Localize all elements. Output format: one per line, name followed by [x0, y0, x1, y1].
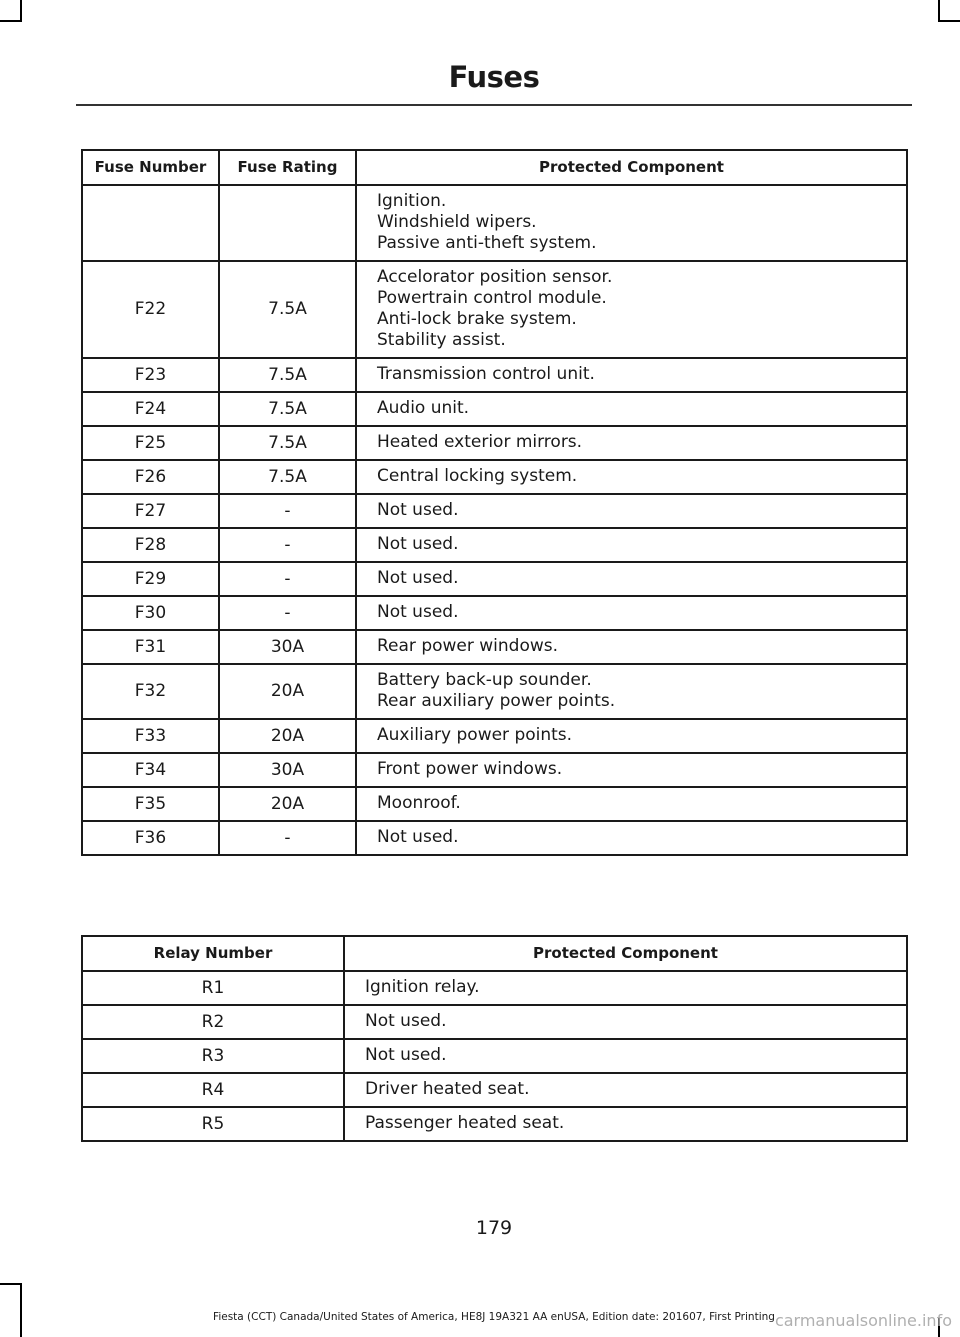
protected-component — [356, 664, 907, 719]
protected-component — [356, 392, 907, 426]
component-line: Not used. — [377, 568, 459, 588]
table-row — [82, 426, 907, 460]
protected-component — [356, 596, 907, 630]
fuse-number: F32 — [82, 664, 219, 719]
relay-number: R3 — [82, 1039, 344, 1073]
fuse-rating: 20A — [219, 719, 356, 753]
component-line: Passive anti-theft system. — [377, 233, 597, 253]
fuse-number: F28 — [82, 528, 219, 562]
crop-mark — [20, 1283, 22, 1337]
page-title: Fuses — [448, 60, 540, 94]
column-header-fuse-number: Fuse Number — [82, 150, 219, 185]
protected-component — [356, 261, 907, 358]
table-row — [82, 494, 907, 528]
component-line: Rear power windows. — [377, 636, 559, 656]
page-number: 179 — [475, 1217, 513, 1239]
fuse-number: F34 — [82, 753, 219, 787]
table-row — [82, 392, 907, 426]
fuse-rating: - — [219, 596, 356, 630]
component-line: Ignition. — [377, 191, 447, 211]
column-header-protected-component: Protected Component — [356, 150, 907, 185]
component-line: Not used. — [377, 827, 459, 847]
relay-table — [81, 935, 908, 1142]
table-row — [82, 1005, 907, 1039]
fuse-number: F22 — [82, 261, 219, 358]
fuse-table-body — [82, 185, 907, 855]
crop-mark — [938, 0, 940, 20]
table-row — [82, 821, 907, 855]
fuse-table — [81, 149, 908, 856]
fuse-table-header — [82, 150, 907, 185]
fuse-rating: 7.5A — [219, 261, 356, 358]
fuse-number: F26 — [82, 460, 219, 494]
fuse-number: F27 — [82, 494, 219, 528]
crop-mark — [938, 20, 960, 22]
component-line: Transmission control unit. — [377, 364, 595, 384]
component-line: Not used. — [377, 500, 459, 520]
table-row — [82, 753, 907, 787]
protected-component — [356, 358, 907, 392]
table-row — [82, 719, 907, 753]
protected-component — [356, 787, 907, 821]
component-line: Audio unit. — [377, 398, 470, 418]
component-line: Front power windows. — [377, 759, 563, 779]
table-row — [82, 630, 907, 664]
component-line: Battery back-up sounder. — [377, 670, 592, 690]
relay-number: R4 — [82, 1073, 344, 1107]
fuse-rating: 7.5A — [219, 392, 356, 426]
protected-component — [356, 562, 907, 596]
fuse-rating: 7.5A — [219, 460, 356, 494]
protected-component: Ignition relay. — [344, 971, 907, 1005]
relay-table-body — [82, 971, 907, 1141]
fuse-number: F30 — [82, 596, 219, 630]
relay-number: R1 — [82, 971, 344, 1005]
fuse-number: F24 — [82, 392, 219, 426]
component-line: Rear auxiliary power points. — [377, 691, 616, 711]
protected-component — [356, 528, 907, 562]
fuse-number: F29 — [82, 562, 219, 596]
table-row — [82, 664, 907, 719]
table-row — [82, 562, 907, 596]
relay-number: R2 — [82, 1005, 344, 1039]
protected-component — [356, 185, 907, 261]
table-row — [82, 358, 907, 392]
component-line: Heated exterior mirrors. — [377, 432, 583, 452]
protected-component — [356, 821, 907, 855]
fuse-rating — [219, 185, 356, 261]
protected-component — [356, 460, 907, 494]
protected-component — [356, 426, 907, 460]
title-divider — [76, 104, 912, 106]
fuse-number: F25 — [82, 426, 219, 460]
column-header-relay-number: Relay Number — [82, 936, 344, 971]
fuse-rating: - — [219, 494, 356, 528]
component-line: Accelorator position sensor. — [377, 267, 613, 287]
table-row — [82, 1039, 907, 1073]
fuse-number: F36 — [82, 821, 219, 855]
component-line: Anti-lock brake system. — [377, 309, 577, 329]
component-line: Windshield wipers. — [377, 212, 537, 232]
table-row — [82, 596, 907, 630]
fuse-rating: 30A — [219, 630, 356, 664]
crop-mark — [0, 20, 22, 22]
table-row — [82, 787, 907, 821]
fuse-rating: - — [219, 821, 356, 855]
component-line: Auxiliary power points. — [377, 725, 573, 745]
protected-component — [356, 630, 907, 664]
fuse-rating: 30A — [219, 753, 356, 787]
protected-component: Not used. — [344, 1039, 907, 1073]
column-header-protected-component: Protected Component — [344, 936, 907, 971]
protected-component — [356, 494, 907, 528]
component-line: Stability assist. — [377, 330, 506, 350]
fuse-rating: 7.5A — [219, 426, 356, 460]
table-row — [82, 1107, 907, 1141]
page-footer: Fiesta (CCT) Canada/United States of America, HE8J 19A321 AA enUSA, Edition date: 201607, First Printing — [213, 1311, 775, 1323]
relay-number: R5 — [82, 1107, 344, 1141]
column-header-fuse-rating: Fuse Rating — [219, 150, 356, 185]
crop-mark — [0, 1283, 22, 1285]
fuse-number: F23 — [82, 358, 219, 392]
fuse-rating: - — [219, 528, 356, 562]
fuse-rating: 20A — [219, 664, 356, 719]
component-line: Not used. — [377, 602, 459, 622]
protected-component — [356, 753, 907, 787]
fuse-number: F35 — [82, 787, 219, 821]
protected-component: Driver heated seat. — [344, 1073, 907, 1107]
table-row — [82, 460, 907, 494]
table-row — [82, 185, 907, 261]
protected-component — [356, 719, 907, 753]
crop-mark — [20, 0, 22, 20]
protected-component: Passenger heated seat. — [344, 1107, 907, 1141]
table-row — [82, 528, 907, 562]
fuse-rating: 20A — [219, 787, 356, 821]
component-line: Powertrain control module. — [377, 288, 607, 308]
table-row — [82, 1073, 907, 1107]
component-line: Central locking system. — [377, 466, 578, 486]
protected-component: Not used. — [344, 1005, 907, 1039]
relay-table-header — [82, 936, 907, 971]
fuse-number: F31 — [82, 630, 219, 664]
component-line: Not used. — [377, 534, 459, 554]
watermark: carmanualsonline.info — [774, 1311, 952, 1330]
table-row — [82, 971, 907, 1005]
component-line: Moonroof. — [377, 793, 461, 813]
fuse-rating: 7.5A — [219, 358, 356, 392]
fuse-rating: - — [219, 562, 356, 596]
fuse-number — [82, 185, 219, 261]
fuse-number: F33 — [82, 719, 219, 753]
table-row — [82, 261, 907, 358]
